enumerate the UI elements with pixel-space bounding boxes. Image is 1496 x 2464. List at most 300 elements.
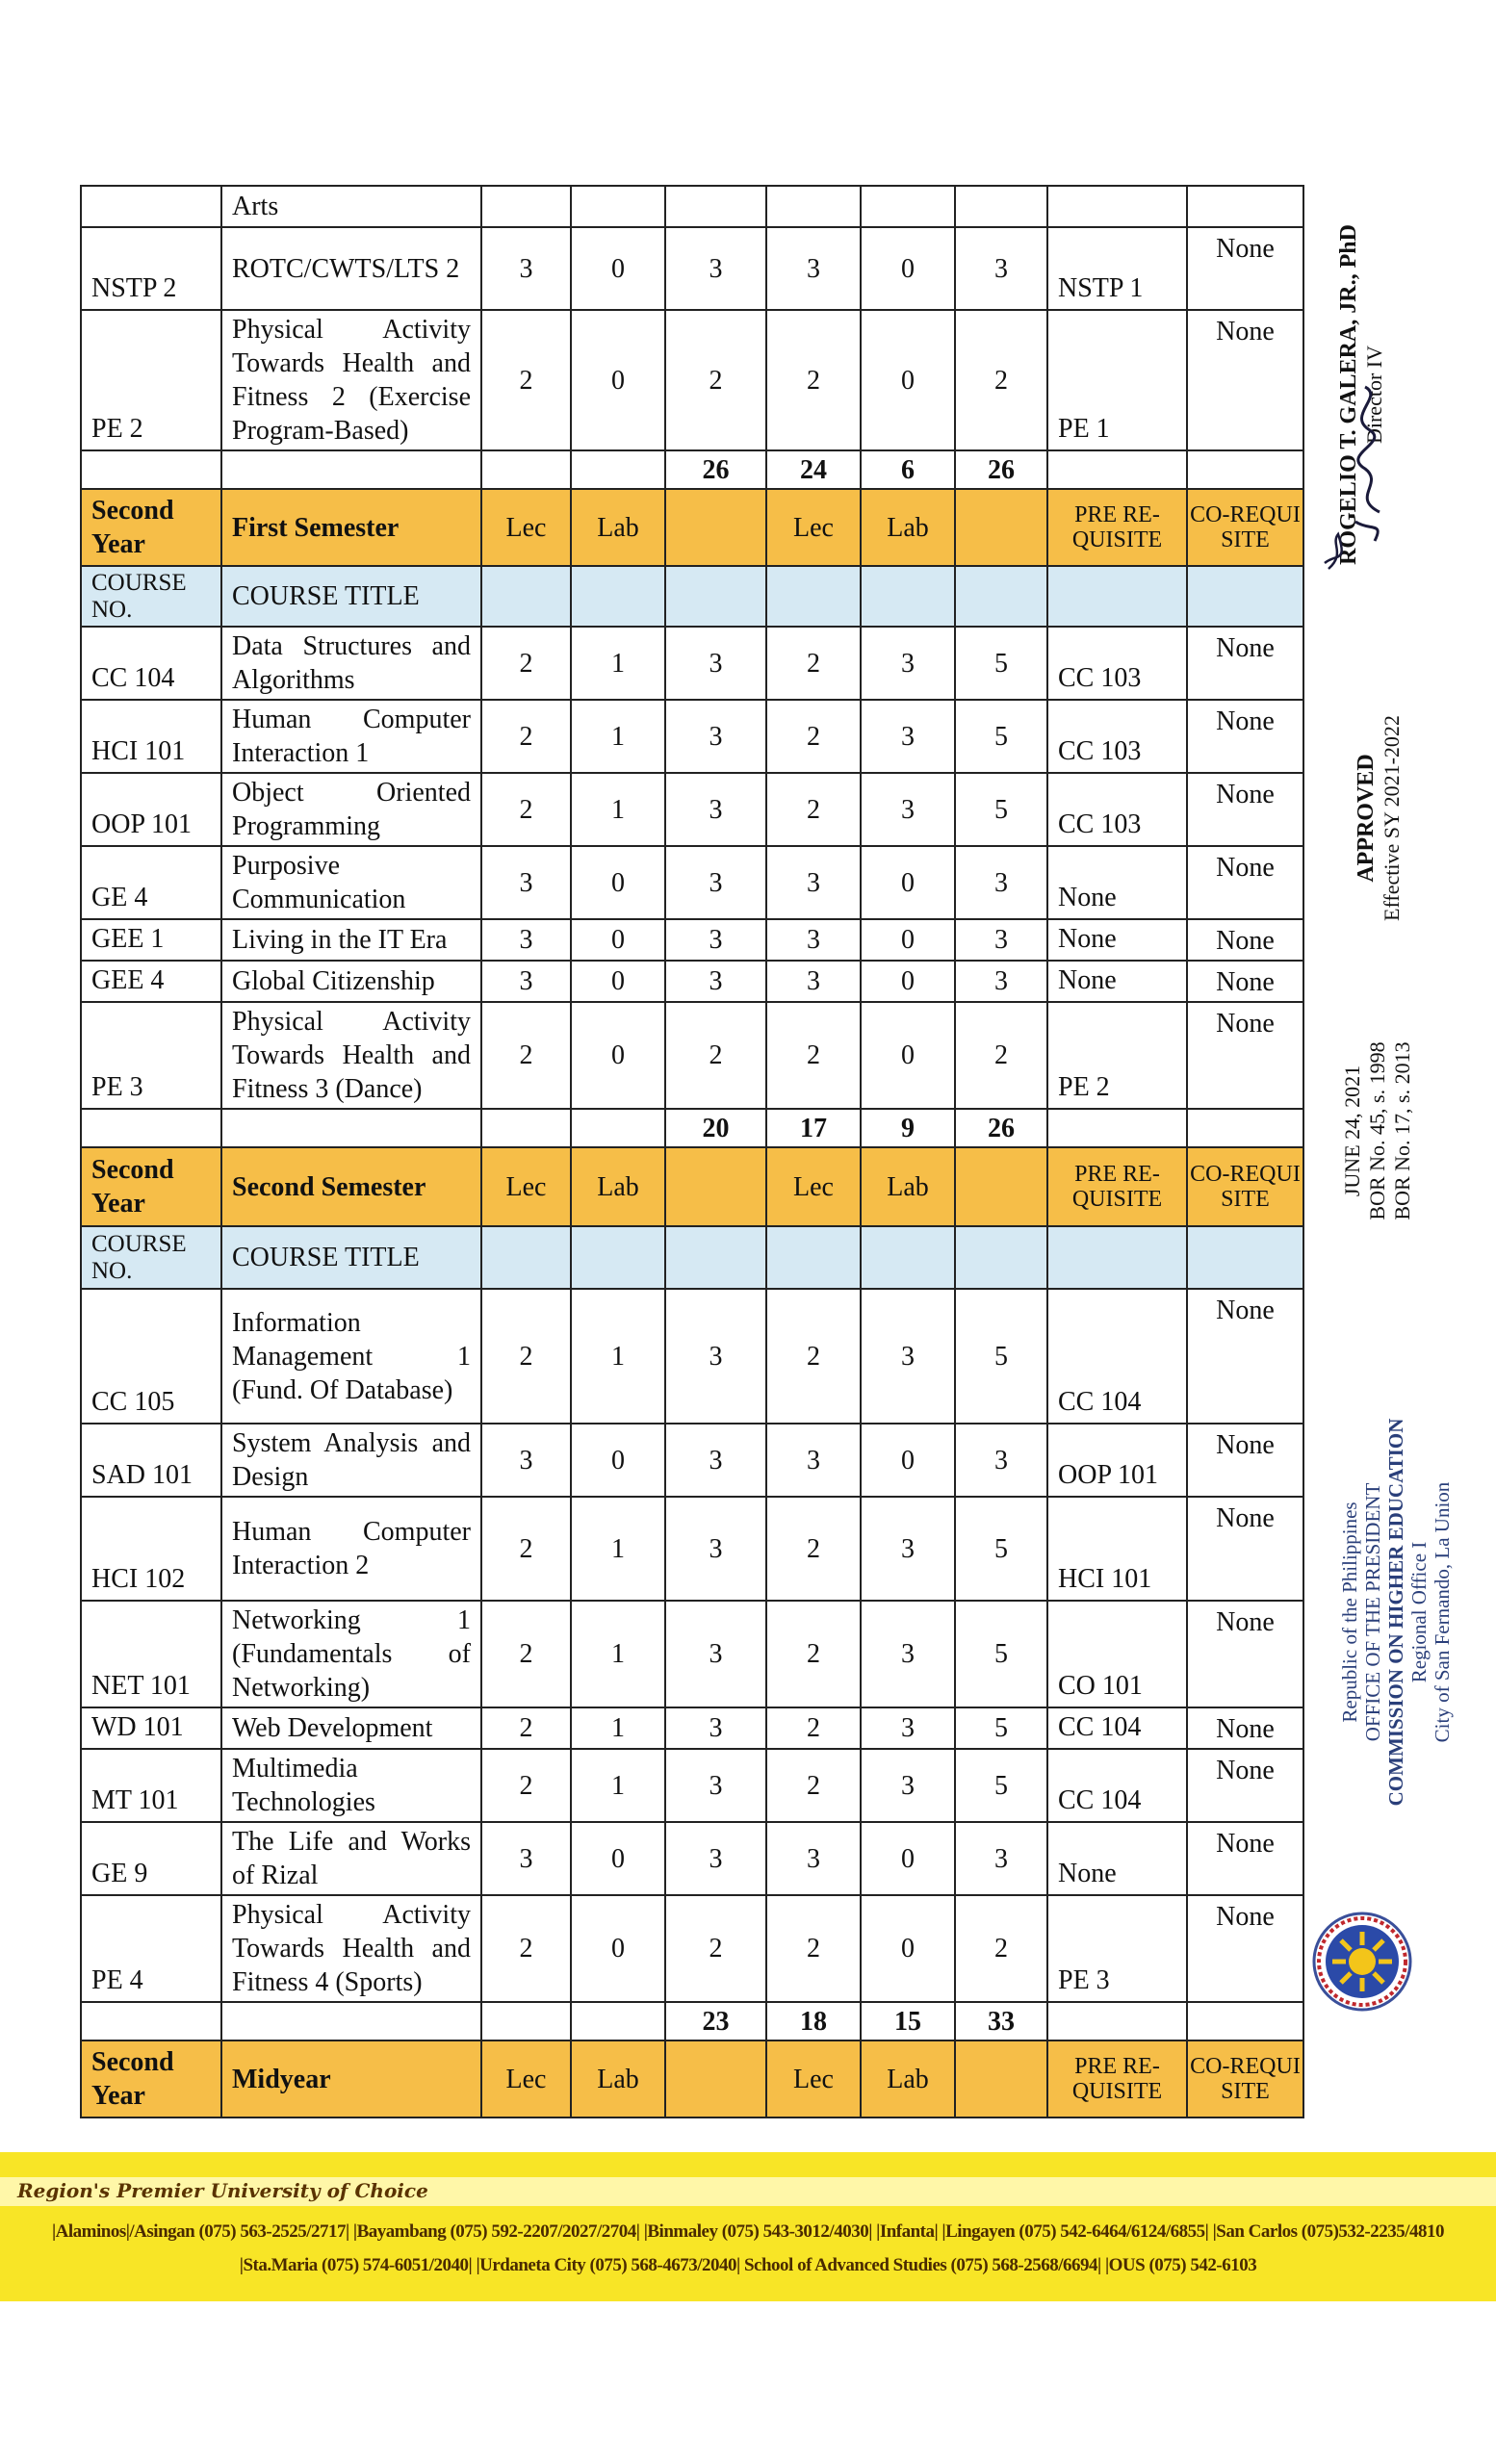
total-hours-cell: 3 [955,919,1047,961]
prerequisite-cell [1047,186,1187,227]
course-row [81,1822,1303,1895]
lab-units-cell [571,450,665,489]
lab-hours-cell: 0 [861,846,955,919]
lec-hours-cell: 2 [766,1895,861,2002]
lec-units-cell [481,566,571,627]
lab-hours-cell: 3 [861,1601,955,1707]
lec-units-cell: 2 [481,1601,571,1707]
lec-units-cell [481,2002,571,2040]
total-row [81,1109,1303,1147]
lec-units-cell: 2 [481,310,571,450]
lec-units-cell: 2 [481,1289,571,1424]
total-hours-cell: 5 [955,1497,1047,1601]
lec-hours-cell: 3 [766,846,861,919]
course-code-cell: HCI 102 [81,1497,221,1601]
total-hours-cell: 33 [955,2002,1047,2040]
lab-units-cell: 1 [571,1289,665,1424]
corequisite-cell: None [1187,773,1303,846]
lec-hours-cell: 17 [766,1109,861,1147]
lec-hours-cell [766,1226,861,1289]
lec-hours-cell: 3 [766,227,861,310]
lab-units-cell: 1 [571,773,665,846]
lab-hours-cell [861,1226,955,1289]
corequisite-cell: None [1187,919,1303,961]
lab-units-cell: 0 [571,310,665,450]
prerequisite-cell: None [1047,846,1187,919]
course-code-cell [81,186,221,227]
total-units-cell: 3 [665,846,766,919]
course-row [81,1749,1303,1822]
course-code-cell: Second Year [81,2040,221,2118]
total-units-cell: 3 [665,227,766,310]
total-row [81,2002,1303,2040]
total-units-cell: 3 [665,1289,766,1424]
approval-block [1354,674,1405,962]
total-hours-cell [955,1226,1047,1289]
total-hours-cell [955,1147,1047,1226]
corequisite-cell: None [1187,700,1303,773]
lec-hours-cell: 2 [766,1749,861,1822]
lec-hours-cell: 3 [766,961,861,1002]
signatory-title: Director IV [1362,346,1386,445]
total-units-cell: 26 [665,450,766,489]
lab-units-cell: Lab [571,489,665,566]
lab-units-cell [571,1226,665,1289]
lab-units-cell: 0 [571,1822,665,1895]
course-code-cell: GEE 1 [81,919,221,961]
lab-units-cell [571,566,665,627]
effective-sy: Effective SY 2021-2022 [1380,715,1404,921]
course-title-cell: Purposive Communication [221,846,481,919]
corequisite-cell [1187,566,1303,627]
course-title-cell: COURSE TITLE [221,566,481,627]
lec-hours-cell: Lec [766,489,861,566]
lab-units-cell [571,186,665,227]
total-units-cell: 3 [665,1601,766,1707]
corequisite-cell: None [1187,1601,1303,1707]
course-code-cell [81,450,221,489]
total-units-cell: 3 [665,961,766,1002]
prerequisite-cell [1047,566,1187,627]
course-row [81,1707,1303,1749]
total-units-cell: 3 [665,1424,766,1497]
footer-tagline: Region's Premier University of Choice [17,2179,428,2202]
lec-hours-cell: 2 [766,773,861,846]
total-hours-cell [955,2040,1047,2118]
course-title-cell: The Life and Works of Rizal [221,1822,481,1895]
lab-hours-cell: Lab [861,489,955,566]
course-title-cell: Human Computer Interaction 1 [221,700,481,773]
lec-hours-cell: 2 [766,627,861,700]
course-row [81,227,1303,310]
lab-units-cell: 1 [571,700,665,773]
lab-hours-cell [861,186,955,227]
total-units-cell: 3 [665,773,766,846]
lec-units-cell: 2 [481,773,571,846]
course-title-cell: Global Citizenship [221,961,481,1002]
initials-mark [1319,525,1354,573]
prerequisite-cell: PE 1 [1047,310,1187,450]
corequisite-cell: None [1187,627,1303,700]
corequisite-cell: None [1187,310,1303,450]
course-code-cell [81,1109,221,1147]
total-units-cell: 2 [665,1002,766,1109]
total-hours-cell: 5 [955,773,1047,846]
lab-hours-cell: 3 [861,1289,955,1424]
course-code-cell [81,2002,221,2040]
lab-hours-cell: 0 [861,1822,955,1895]
prerequisite-cell: OOP 101 [1047,1424,1187,1497]
bor-reference-2: BOR No. 17, s. 2013 [1390,1041,1414,1220]
lec-hours-cell: 3 [766,919,861,961]
course-title-cell: Arts [221,186,481,227]
total-units-cell [665,1147,766,1226]
lab-hours-cell: 0 [861,1424,955,1497]
course-row [81,1002,1303,1109]
footer-campus-line-1: |Alaminos|/Asingan (075) 563-2525/2717| |Bayambang (075) 592-2207/2027/2704| |Binmaley (075) 543-3012/4030| |Infanta| |Lingayen (075) 542-6464/6124/6855| |San Carlos (075)532-2235/4810 [51,2221,1445,2242]
total-hours-cell: 5 [955,1707,1047,1749]
lec-hours-cell: 2 [766,1289,861,1424]
lec-units-cell: 2 [481,1002,571,1109]
course-code-cell: OOP 101 [81,773,221,846]
total-units-cell: 3 [665,1707,766,1749]
lab-hours-cell: 3 [861,627,955,700]
prerequisite-cell: PE 2 [1047,1002,1187,1109]
lec-units-cell: 3 [481,227,571,310]
course-row [81,627,1303,700]
lab-units-cell: 1 [571,627,665,700]
course-code-cell: COURSE NO. [81,566,221,627]
lab-units-cell: 0 [571,1895,665,2002]
course-row [81,310,1303,450]
lab-units-cell: 0 [571,961,665,1002]
lab-units-cell: 0 [571,919,665,961]
prerequisite-cell: None [1047,919,1187,961]
course-code-cell: SAD 101 [81,1424,221,1497]
prerequisite-cell: CC 103 [1047,700,1187,773]
total-hours-cell: 2 [955,310,1047,450]
lab-hours-cell: 3 [861,773,955,846]
lab-units-cell: Lab [571,1147,665,1226]
course-title-cell: Living in the IT Era [221,919,481,961]
lab-hours-cell: 15 [861,2002,955,2040]
prerequisite-cell: HCI 101 [1047,1497,1187,1601]
lec-hours-cell: 2 [766,1601,861,1707]
prerequisite-cell: CC 103 [1047,627,1187,700]
ched-line-city: City of San Fernando, La Union [1431,1481,1454,1743]
course-code-cell: Second Year [81,489,221,566]
corequisite-cell [1187,186,1303,227]
total-units-cell: 3 [665,1822,766,1895]
lab-units-cell: 1 [571,1749,665,1822]
lab-units-cell: 1 [571,1601,665,1707]
course-title-cell: Information Management 1 (Fund. Of Database) [221,1289,481,1424]
course-title-cell: COURSE TITLE [221,1226,481,1289]
total-hours-cell: 2 [955,1895,1047,2002]
corequisite-cell: None [1187,1822,1303,1895]
course-title-cell: Physical Activity Towards Health and Fitness 4 (Sports) [221,1895,481,2002]
course-code-cell: MT 101 [81,1749,221,1822]
corequisite-cell: None [1187,846,1303,919]
total-units-cell: 3 [665,1749,766,1822]
column-header-row [81,566,1303,627]
lab-units-cell: 0 [571,227,665,310]
approval-date: JUNE 24, 2021 [1340,1065,1364,1197]
course-row [81,919,1303,961]
course-title-cell [221,2002,481,2040]
course-title-cell: Networking 1 (Fundamentals of Networking) [221,1601,481,1707]
lab-units-cell: 1 [571,1707,665,1749]
corequisite-cell [1187,1109,1303,1147]
lab-units-cell [571,1109,665,1147]
lec-units-cell: 2 [481,700,571,773]
semester-header-row [81,2040,1303,2118]
lab-units-cell [571,2002,665,2040]
total-hours-cell: 5 [955,1749,1047,1822]
lab-hours-cell: 3 [861,1749,955,1822]
course-code-cell: COURSE NO. [81,1226,221,1289]
total-units-cell: 2 [665,1895,766,2002]
course-title-cell: Physical Activity Towards Health and Fitness 2 (Exercise Program-Based) [221,310,481,450]
lab-hours-cell: 0 [861,310,955,450]
course-code-cell: NSTP 2 [81,227,221,310]
bor-reference-1: BOR No. 45, s. 1998 [1365,1041,1389,1220]
total-units-cell: 20 [665,1109,766,1147]
corequisite-cell: None [1187,961,1303,1002]
lec-units-cell [481,1226,571,1289]
total-hours-cell: 5 [955,700,1047,773]
course-title-cell: Web Development [221,1707,481,1749]
course-code-cell: PE 4 [81,1895,221,2002]
lab-hours-cell: 9 [861,1109,955,1147]
lec-units-cell: 3 [481,846,571,919]
lec-units-cell: 2 [481,1749,571,1822]
course-row [81,700,1303,773]
course-row [81,961,1303,1002]
lab-units-cell: 0 [571,846,665,919]
lec-units-cell: 2 [481,627,571,700]
corequisite-cell: None [1187,1749,1303,1822]
corequisite-cell: CO-REQUI SITE [1187,2040,1303,2118]
ched-seal-icon [1311,1911,1413,2013]
total-hours-cell: 5 [955,1601,1047,1707]
lec-hours-cell: 18 [766,2002,861,2040]
lab-hours-cell: 0 [861,961,955,1002]
course-row [81,1497,1303,1601]
lab-hours-cell: Lab [861,1147,955,1226]
course-title-cell: Physical Activity Towards Health and Fitness 3 (Dance) [221,1002,481,1109]
course-row [81,1289,1303,1424]
corequisite-cell: None [1187,1707,1303,1749]
curriculum-table [80,185,1304,2118]
lab-hours-cell: 6 [861,450,955,489]
lec-units-cell [481,1109,571,1147]
corequisite-cell [1187,1226,1303,1289]
total-hours-cell: 3 [955,1822,1047,1895]
course-title-cell: Multimedia Technologies [221,1749,481,1822]
course-title-cell: Human Computer Interaction 2 [221,1497,481,1601]
semester-header-row [81,1147,1303,1226]
lab-hours-cell [861,566,955,627]
total-hours-cell: 26 [955,450,1047,489]
total-units-cell: 3 [665,700,766,773]
lec-hours-cell: Lec [766,2040,861,2118]
lab-hours-cell: 3 [861,1707,955,1749]
course-code-cell: GE 4 [81,846,221,919]
ched-line-commission: COMMISSION ON HIGHER EDUCATION [1384,1418,1407,1807]
course-code-cell: CC 105 [81,1289,221,1424]
prerequisite-cell [1047,1109,1187,1147]
ched-line-region: Regional Office I [1407,1541,1431,1683]
course-row [81,1424,1303,1497]
course-code-cell: GEE 4 [81,961,221,1002]
semester-header-row [81,489,1303,566]
course-row [81,186,1303,227]
total-units-cell [665,1226,766,1289]
total-row [81,450,1303,489]
lec-hours-cell: Lec [766,1147,861,1226]
corequisite-cell: None [1187,1895,1303,2002]
column-header-row [81,1226,1303,1289]
course-code-cell: NET 101 [81,1601,221,1707]
lec-units-cell: 3 [481,919,571,961]
total-hours-cell: 3 [955,1424,1047,1497]
prerequisite-cell: PE 3 [1047,1895,1187,2002]
course-code-cell: Second Year [81,1147,221,1226]
course-title-cell [221,450,481,489]
course-title-cell: Object Oriented Programming [221,773,481,846]
ched-block [1338,1410,1454,1814]
lab-hours-cell: 0 [861,227,955,310]
approved-stamp: APPROVED [1354,754,1379,883]
prerequisite-cell: CC 104 [1047,1707,1187,1749]
prerequisite-cell: None [1047,961,1187,1002]
lec-units-cell: Lec [481,2040,571,2118]
lab-hours-cell: 0 [861,1895,955,2002]
corequisite-cell: CO-REQUI SITE [1187,489,1303,566]
lab-hours-cell: 0 [861,919,955,961]
corequisite-cell: None [1187,1002,1303,1109]
lec-units-cell [481,186,571,227]
prerequisite-cell: CC 104 [1047,1289,1187,1424]
lec-units-cell: Lec [481,489,571,566]
prerequisite-cell: PRE RE-QUISITE [1047,2040,1187,2118]
corequisite-cell: None [1187,1424,1303,1497]
lec-hours-cell: 2 [766,700,861,773]
total-hours-cell: 2 [955,1002,1047,1109]
date-block [1340,991,1415,1270]
lec-hours-cell: 2 [766,1002,861,1109]
course-code-cell: GE 9 [81,1822,221,1895]
total-hours-cell: 5 [955,627,1047,700]
ched-line-office: OFFICE OF THE PRESIDENT [1361,1482,1384,1742]
course-code-cell: HCI 101 [81,700,221,773]
total-units-cell: 2 [665,310,766,450]
prerequisite-cell: CC 104 [1047,1749,1187,1822]
lec-hours-cell: 3 [766,1424,861,1497]
lec-units-cell: 2 [481,1707,571,1749]
lab-units-cell: 1 [571,1497,665,1601]
total-hours-cell [955,489,1047,566]
prerequisite-cell [1047,2002,1187,2040]
prerequisite-cell: PRE RE-QUISITE [1047,489,1187,566]
total-units-cell [665,566,766,627]
lec-hours-cell [766,186,861,227]
course-title-cell: System Analysis and Design [221,1424,481,1497]
total-units-cell: 23 [665,2002,766,2040]
lec-hours-cell: 2 [766,310,861,450]
lab-hours-cell: 0 [861,1002,955,1109]
corequisite-cell: None [1187,1497,1303,1601]
total-hours-cell: 26 [955,1109,1047,1147]
corequisite-cell [1187,450,1303,489]
signatory-name: ROGELIO T. GALERA, JR., PhD [1336,224,1361,565]
lec-units-cell [481,450,571,489]
lab-units-cell: Lab [571,2040,665,2118]
prerequisite-cell: PRE RE-QUISITE [1047,1147,1187,1226]
prerequisite-cell [1047,450,1187,489]
corequisite-cell: None [1187,1289,1303,1424]
lec-hours-cell [766,566,861,627]
course-title-cell: Midyear [221,2040,481,2118]
lab-hours-cell: Lab [861,2040,955,2118]
total-hours-cell [955,186,1047,227]
corequisite-cell: CO-REQUI SITE [1187,1147,1303,1226]
total-hours-cell: 3 [955,227,1047,310]
course-row [81,1895,1303,2002]
total-hours-cell: 3 [955,846,1047,919]
corequisite-cell [1187,2002,1303,2040]
lec-units-cell: 3 [481,961,571,1002]
lec-hours-cell: 2 [766,1707,861,1749]
total-hours-cell [955,566,1047,627]
course-title-cell: Second Semester [221,1147,481,1226]
lec-units-cell: 3 [481,1822,571,1895]
course-code-cell: WD 101 [81,1707,221,1749]
total-units-cell: 3 [665,627,766,700]
course-code-cell: PE 2 [81,310,221,450]
course-row [81,846,1303,919]
prerequisite-cell: CC 103 [1047,773,1187,846]
lec-units-cell: 3 [481,1424,571,1497]
footer-campus-line-2: |Sta.Maria (075) 574-6051/2040| |Urdaneta City (075) 568-4673/2040| School of Advanced Studies (075) 568-2568/6694| |OUS (075) 542-6103 [239,2255,1257,2275]
lec-units-cell: Lec [481,1147,571,1226]
total-hours-cell: 5 [955,1289,1047,1424]
course-title-cell [221,1109,481,1147]
total-units-cell [665,2040,766,2118]
corequisite-cell: None [1187,227,1303,310]
ched-line-republic: Republic of the Philippines [1338,1502,1361,1723]
course-row [81,1601,1303,1707]
course-title-cell: First Semester [221,489,481,566]
total-hours-cell: 3 [955,961,1047,1002]
course-title-cell: ROTC/CWTS/LTS 2 [221,227,481,310]
prerequisite-cell: NSTP 1 [1047,227,1187,310]
course-row [81,773,1303,846]
total-units-cell [665,186,766,227]
prerequisite-cell: None [1047,1822,1187,1895]
course-code-cell: CC 104 [81,627,221,700]
lab-units-cell: 0 [571,1424,665,1497]
total-units-cell: 3 [665,1497,766,1601]
course-code-cell: PE 3 [81,1002,221,1109]
course-title-cell: Data Structures and Algorithms [221,627,481,700]
prerequisite-cell [1047,1226,1187,1289]
lab-hours-cell: 3 [861,1497,955,1601]
total-units-cell [665,489,766,566]
lab-hours-cell: 3 [861,700,955,773]
lec-units-cell: 2 [481,1895,571,2002]
